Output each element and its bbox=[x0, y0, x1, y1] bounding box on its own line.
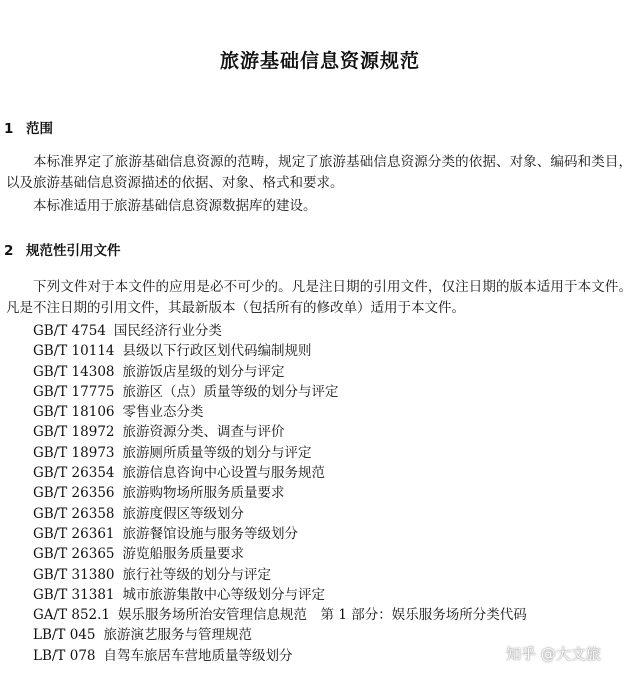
section-number: 1 bbox=[4, 121, 14, 137]
reference-code: GB/T 4754 bbox=[33, 323, 106, 339]
reference-item bbox=[33, 565, 527, 585]
reference-title: 旅游信息咨询中心设置与服务规范 bbox=[122, 465, 325, 482]
reference-title: 县级以下行政区划代码编制规则 bbox=[122, 343, 312, 360]
reference-code: GB/T 10114 bbox=[33, 343, 115, 360]
reference-code: LB/T 078 bbox=[33, 647, 96, 664]
reference-title: 国民经济行业分类 bbox=[113, 323, 222, 339]
section-heading-normative-references bbox=[4, 239, 121, 259]
document-title: 旅游基础信息资源规范 bbox=[219, 50, 420, 72]
reference-item bbox=[33, 605, 527, 625]
reference-title: 旅游区（点）质量等级的划分与评定 bbox=[122, 383, 339, 400]
reference-item bbox=[33, 341, 527, 361]
reference-code: GB/T 26358 bbox=[33, 505, 115, 522]
reference-code: GB/T 26365 bbox=[33, 546, 115, 563]
reference-code: GB/T 18973 bbox=[33, 444, 115, 461]
reference-item bbox=[33, 544, 527, 564]
reference-title: 娱乐服务场所治安管理信息规范 第 1 部分：娱乐服务场所分类代码 bbox=[118, 607, 527, 624]
reference-item bbox=[33, 463, 527, 483]
reference-list bbox=[33, 321, 527, 666]
reference-code: GB/T 26361 bbox=[33, 525, 115, 542]
reference-item bbox=[33, 443, 527, 463]
reference-item bbox=[33, 585, 527, 605]
reference-item bbox=[33, 483, 527, 503]
reference-item bbox=[33, 524, 527, 544]
reference-item bbox=[33, 422, 527, 442]
reference-title: 旅行社等级的划分与评定 bbox=[122, 566, 271, 583]
reference-title: 自驾车旅居车营地质量等级划分 bbox=[103, 647, 293, 664]
reference-item bbox=[33, 504, 527, 524]
reference-code: GB/T 18106 bbox=[33, 404, 115, 421]
reference-code: GB/T 31381 bbox=[33, 586, 115, 603]
reference-title: 旅游餐馆设施与服务等级划分 bbox=[122, 525, 298, 542]
reference-code: GB/T 17775 bbox=[33, 383, 115, 400]
reference-item bbox=[33, 362, 527, 382]
reference-code: GB/T 26354 bbox=[33, 465, 115, 482]
reference-item bbox=[33, 321, 527, 341]
reference-code: GB/T 18972 bbox=[33, 424, 115, 441]
reference-title: 旅游厕所质量等级的划分与评定 bbox=[122, 444, 312, 461]
reference-title: 零售业态分类 bbox=[122, 404, 204, 421]
reference-item bbox=[33, 646, 527, 666]
reference-item bbox=[33, 625, 527, 645]
reference-title: 旅游资源分类、调查与评价 bbox=[122, 424, 285, 441]
section-heading-scope bbox=[4, 117, 53, 137]
reference-code: GB/T 31380 bbox=[33, 566, 115, 583]
scope-paragraph-2: 本标准适用于旅游基础信息资源数据库的建设。 bbox=[33, 198, 317, 214]
reference-title: 旅游购物场所服务质量要求 bbox=[122, 485, 285, 502]
reference-title: 旅游演艺服务与管理规范 bbox=[103, 627, 252, 644]
reference-title: 游览船服务质量要求 bbox=[122, 546, 244, 563]
reference-title: 旅游饭店星级的划分与评定 bbox=[122, 363, 285, 380]
references-intro-paragraph: 下列文件对于本文件的应用是必不可少的。凡是注日期的引用文件，仅注日期的版本适用于本文件。凡是不注日期的引用文件，其最新版本（包括所有的修改单）适用于本文件。 bbox=[6, 279, 632, 316]
reference-code: GB/T 26356 bbox=[33, 485, 115, 502]
reference-code: GA/T 852.1 bbox=[33, 607, 111, 624]
scope-paragraph-1: 本标准界定了旅游基础信息资源的范畴，规定了旅游基础信息资源分类的依据、对象、编码和类目，以及旅游基础信息资源描述的依据、对象、格式和要求。 bbox=[6, 154, 632, 191]
watermark: 知乎 @大文旅 bbox=[506, 645, 601, 663]
section-title: 范围 bbox=[26, 121, 53, 137]
reference-title: 旅游度假区等级划分 bbox=[122, 505, 244, 522]
reference-code: GB/T 14308 bbox=[33, 363, 115, 380]
reference-title: 城市旅游集散中心等级划分与评定 bbox=[122, 586, 325, 603]
section-title: 规范性引用文件 bbox=[26, 243, 121, 259]
reference-item bbox=[33, 402, 527, 422]
section-number: 2 bbox=[4, 243, 14, 259]
reference-code: LB/T 045 bbox=[33, 627, 96, 644]
reference-item bbox=[33, 382, 527, 402]
